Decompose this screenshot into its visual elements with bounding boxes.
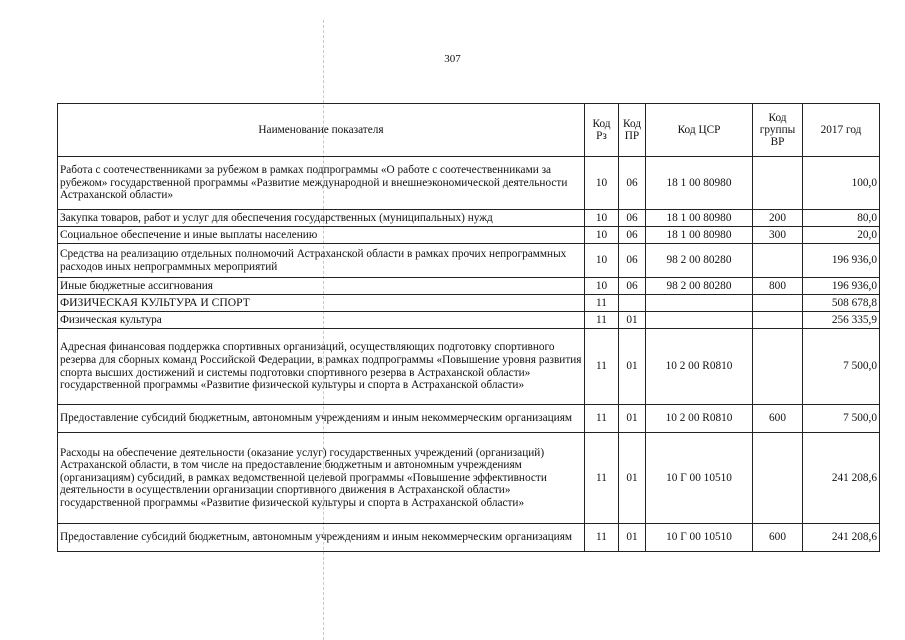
cell-sum: 80,0 xyxy=(803,210,880,227)
cell-name: Предоставление субсидий бюджетным, автономным учреждениям и иным некоммерческим организациям xyxy=(58,524,585,552)
cell-rz: 10 xyxy=(585,227,619,244)
cell-csr: 18 1 00 80980 xyxy=(646,210,753,227)
cell-csr: 18 1 00 80980 xyxy=(646,157,753,210)
cell-sum: 508 678,8 xyxy=(803,295,880,312)
cell-rz: 10 xyxy=(585,244,619,278)
cell-sum: 7 500,0 xyxy=(803,405,880,433)
cell-csr: 10 Г 00 10510 xyxy=(646,524,753,552)
cell-name: Адресная финансовая поддержка спортивных организаций, осуществляющих подготовку спортивного резерва для сборных команд Российской Федерации, в рамках подпрограммы «Повышение уровня развития спорта высших достижений и системы подготовки спортивного резерва в Астраханской области» государственной программы «Развитие физической культуры и спорта в Астраханской области» xyxy=(58,329,585,405)
cell-csr: 10 Г 00 10510 xyxy=(646,433,753,524)
cell-rz: 10 xyxy=(585,278,619,295)
cell-name: Работа с соотечественниками за рубежом в рамках подпрограммы «О работе с соотечественниками за рубежом» государственной программы «Развитие международной и внешнеэкономической деятельности Астраханской области» xyxy=(58,157,585,210)
table-row xyxy=(58,244,880,278)
cell-pr: 06 xyxy=(619,278,646,295)
cell-vr xyxy=(753,295,803,312)
cell-name: ФИЗИЧЕСКАЯ КУЛЬТУРА И СПОРТ xyxy=(58,295,585,312)
cell-rz: 11 xyxy=(585,405,619,433)
cell-sum: 196 936,0 xyxy=(803,278,880,295)
table-header-row xyxy=(58,104,880,157)
cell-rz: 11 xyxy=(585,312,619,329)
cell-sum: 100,0 xyxy=(803,157,880,210)
cell-pr: 06 xyxy=(619,157,646,210)
page-number: 307 xyxy=(444,53,461,65)
cell-pr: 06 xyxy=(619,244,646,278)
table-row xyxy=(58,278,880,295)
cell-pr: 01 xyxy=(619,524,646,552)
cell-vr: 800 xyxy=(753,278,803,295)
table-row xyxy=(58,405,880,433)
cell-sum: 256 335,9 xyxy=(803,312,880,329)
table-row xyxy=(58,295,880,312)
table-row xyxy=(58,157,880,210)
col-header-name: Наименование показателя xyxy=(58,104,585,157)
cell-vr: 300 xyxy=(753,227,803,244)
table-row xyxy=(58,210,880,227)
cell-pr: 06 xyxy=(619,210,646,227)
cell-csr: 98 2 00 80280 xyxy=(646,244,753,278)
cell-rz: 11 xyxy=(585,329,619,405)
table-row xyxy=(58,329,880,405)
cell-sum: 196 936,0 xyxy=(803,244,880,278)
cell-vr xyxy=(753,312,803,329)
col-header-csr: Код ЦСР xyxy=(646,104,753,157)
cell-rz: 11 xyxy=(585,524,619,552)
table-row xyxy=(58,312,880,329)
cell-name: Предоставление субсидий бюджетным, автономным учреждениям и иным некоммерческим организациям xyxy=(58,405,585,433)
cell-vr: 600 xyxy=(753,405,803,433)
cell-csr: 10 2 00 R0810 xyxy=(646,405,753,433)
table-row xyxy=(58,524,880,552)
table-row xyxy=(58,227,880,244)
cell-name: Иные бюджетные ассигнования xyxy=(58,278,585,295)
cell-sum: 7 500,0 xyxy=(803,329,880,405)
cell-pr: 06 xyxy=(619,227,646,244)
cell-rz: 11 xyxy=(585,295,619,312)
cell-csr: 10 2 00 R0810 xyxy=(646,329,753,405)
budget-table xyxy=(57,103,880,552)
cell-pr: 01 xyxy=(619,329,646,405)
cell-sum: 241 208,6 xyxy=(803,524,880,552)
cell-csr: 98 2 00 80280 xyxy=(646,278,753,295)
col-header-sum: 2017 год xyxy=(803,104,880,157)
col-header-vr: Код группы ВР xyxy=(753,104,803,157)
cell-vr: 600 xyxy=(753,524,803,552)
cell-name: Социальное обеспечение и иные выплаты населению xyxy=(58,227,585,244)
cell-pr: 01 xyxy=(619,312,646,329)
cell-vr xyxy=(753,433,803,524)
cell-vr xyxy=(753,157,803,210)
cell-pr: 01 xyxy=(619,433,646,524)
cell-name: Закупка товаров, работ и услуг для обеспечения государственных (муниципальных) нужд xyxy=(58,210,585,227)
cell-rz: 11 xyxy=(585,433,619,524)
cell-pr: 01 xyxy=(619,405,646,433)
cell-rz: 10 xyxy=(585,157,619,210)
table-row xyxy=(58,433,880,524)
cell-name: Физическая культура xyxy=(58,312,585,329)
cell-csr xyxy=(646,312,753,329)
col-header-rz: Код Рз xyxy=(585,104,619,157)
cell-rz: 10 xyxy=(585,210,619,227)
cell-name: Средства на реализацию отдельных полномочий Астраханской области в рамках прочих непрограммных расходов иных непрограммных мероприятий xyxy=(58,244,585,278)
cell-csr: 18 1 00 80980 xyxy=(646,227,753,244)
cell-sum: 20,0 xyxy=(803,227,880,244)
cell-vr xyxy=(753,244,803,278)
cell-pr xyxy=(619,295,646,312)
cell-sum: 241 208,6 xyxy=(803,433,880,524)
cell-name: Расходы на обеспечение деятельности (оказание услуг) государственных учреждений (организаций) Астраханской области, в том числе на предоставление бюджетным и автономным учреждениям (организациям) субсидий, в рамках ведомственной целевой программы «Повышение эффективности деятельности в осуществлении организации спортивного движения в Астраханской области» государственной программы «Развитие физической культуры и спорта в Астраханской области» xyxy=(58,433,585,524)
cell-vr: 200 xyxy=(753,210,803,227)
cell-vr xyxy=(753,329,803,405)
cell-csr xyxy=(646,295,753,312)
col-header-pr: Код ПР xyxy=(619,104,646,157)
